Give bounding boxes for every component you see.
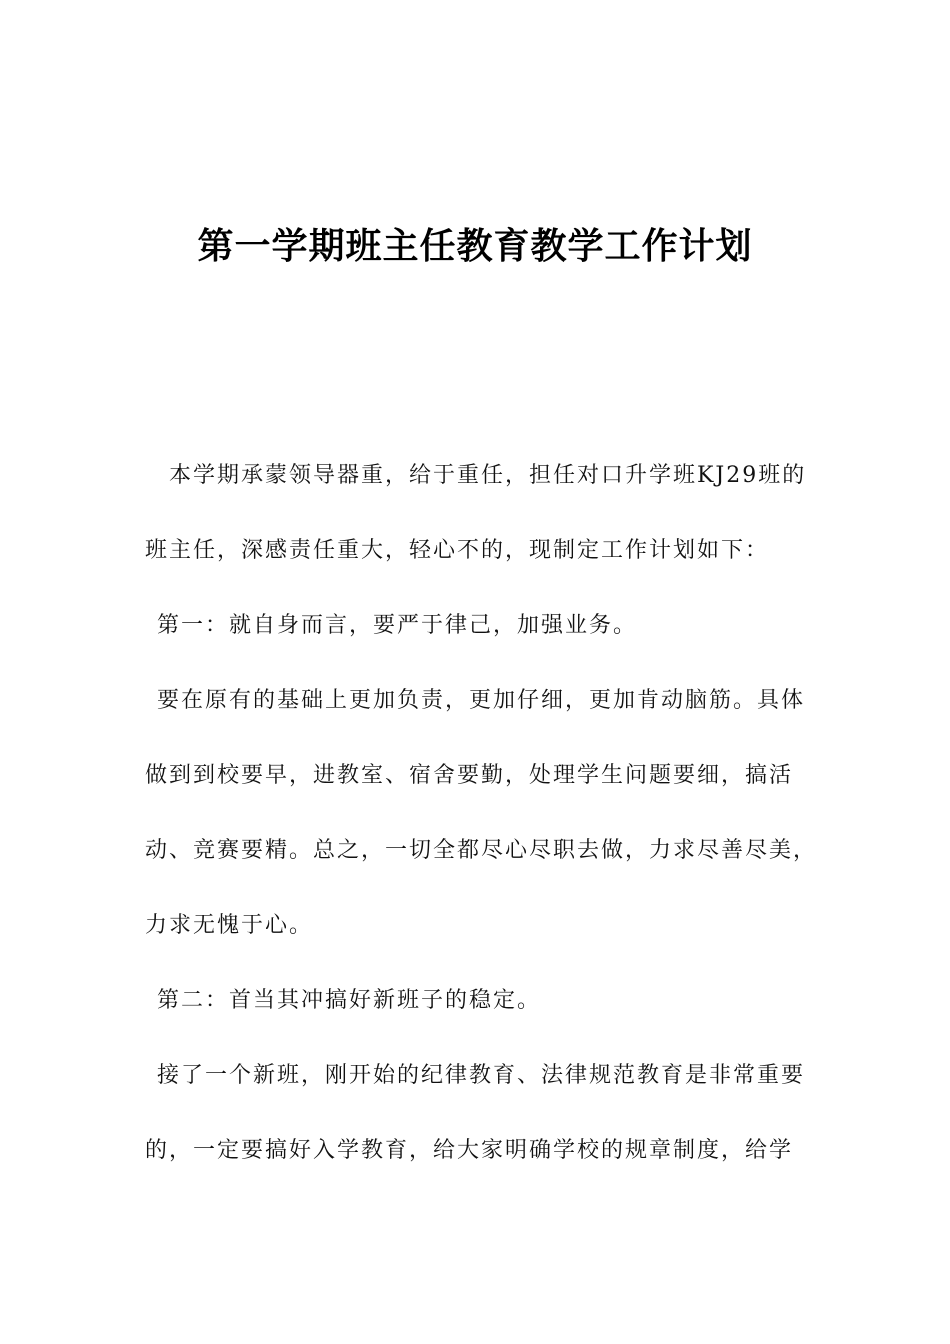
paragraph-line: 力求无愧于心。 (145, 913, 314, 938)
section-heading-line: 第二：首当其冲搞好新班子的稳定。 (157, 988, 542, 1013)
paragraph-line: 要在原有的基础上更加负责，更加仔细，更加肯动脑筋。具体 (157, 688, 806, 713)
paragraph-line: 本学期承蒙领导器重，给于重任，担任对口升学班KJ29班的 (169, 463, 807, 488)
paragraph-line: 做到到校要早，进教室、宿舍要勤，处理学生问题要细，搞活 (145, 763, 794, 788)
paragraph-line: 班主任，深感责任重大，轻心不的，现制定工作计划如下： (145, 538, 770, 563)
document-title: 第一学期班主任教育教学工作计划 (197, 226, 753, 267)
document-body (145, 452, 825, 1202)
paragraph-line: 的，一定要搞好入学教育，给大家明确学校的规章制度，给学 (145, 1138, 794, 1163)
section-heading-line: 第一：就自身而言，要严于律己，加强业务。 (157, 613, 638, 638)
paragraph-line: 接了一个新班，刚开始的纪律教育、法律规范教育是非常重要 (157, 1063, 806, 1088)
paragraph-line: 动、竞赛要精。总之，一切全都尽心尽职去做，力求尽善尽美， (145, 838, 818, 863)
